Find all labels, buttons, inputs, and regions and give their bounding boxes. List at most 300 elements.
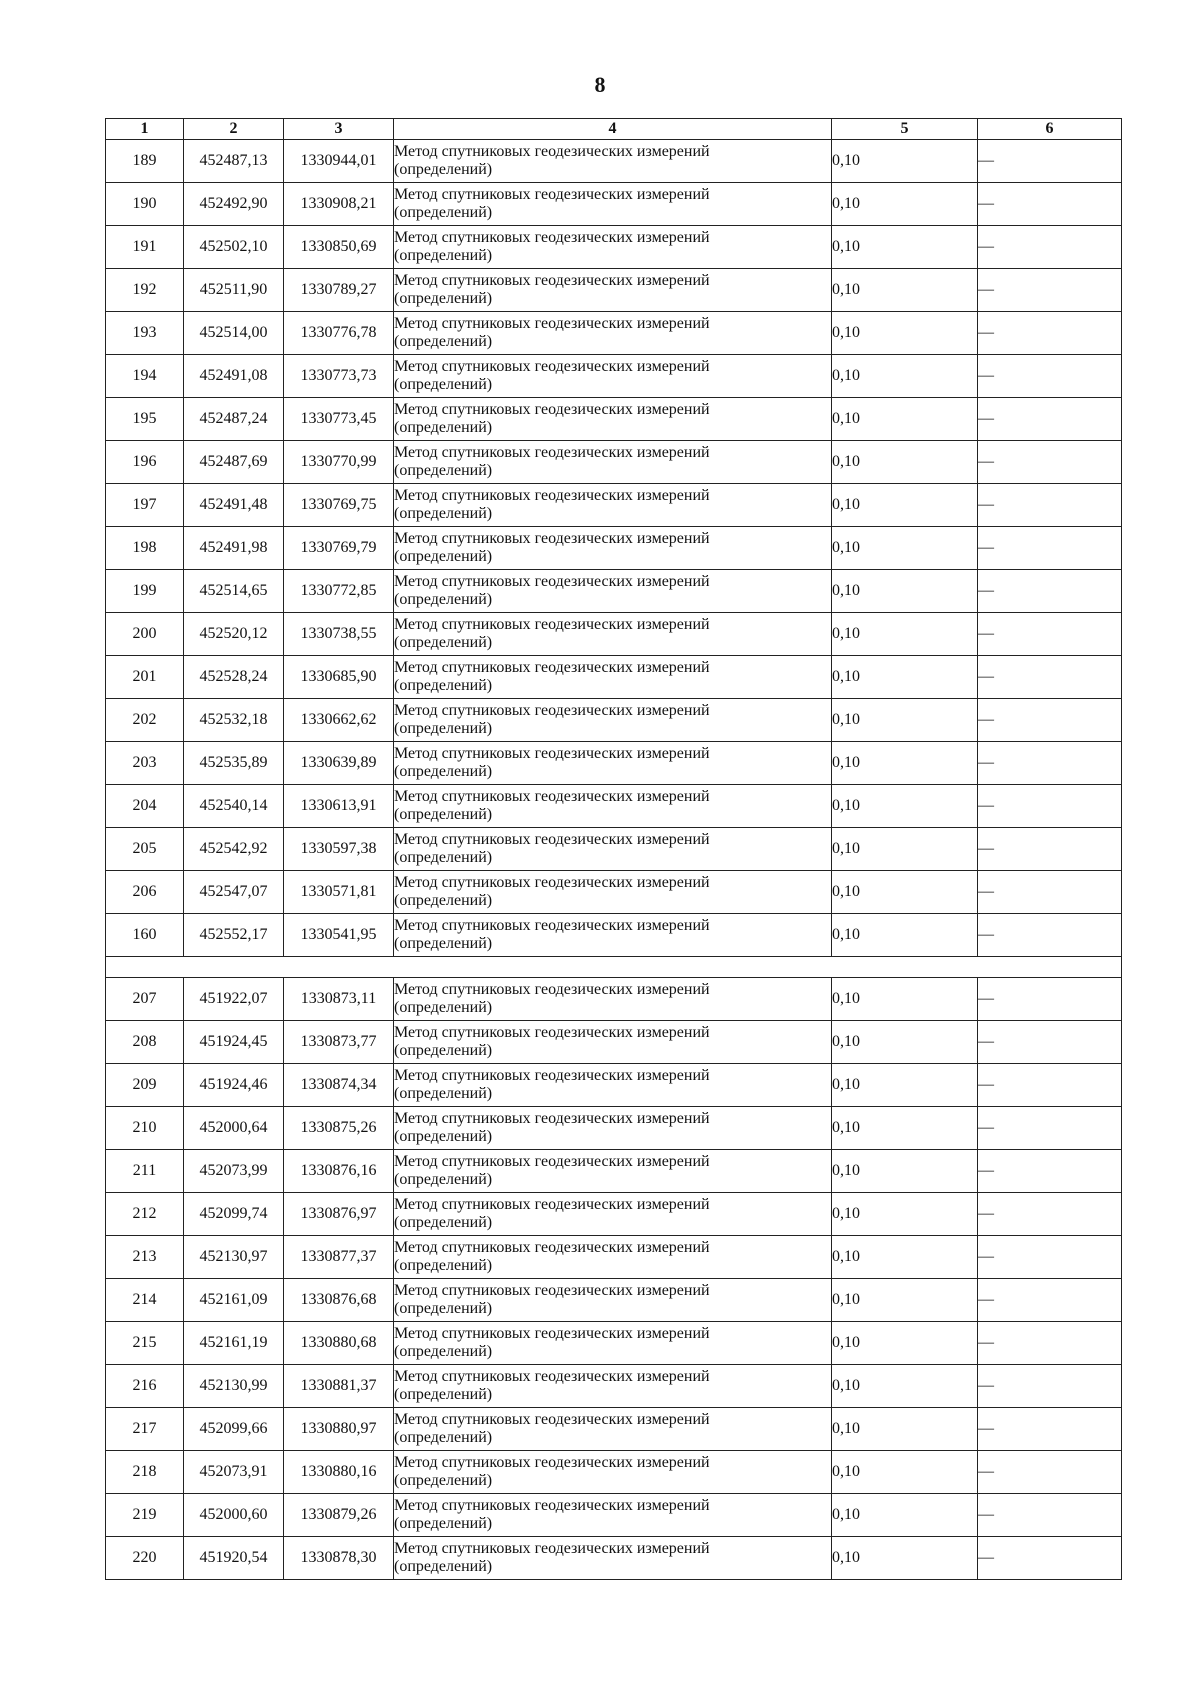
note-cell: — (978, 1408, 1122, 1451)
point-number-cell: 219 (106, 1494, 184, 1537)
table-row (106, 978, 1122, 1021)
accuracy-cell: 0,10 (832, 398, 978, 441)
point-number-cell: 202 (106, 699, 184, 742)
note-cell: — (978, 978, 1122, 1021)
point-number-cell: 192 (106, 269, 184, 312)
x-coordinate-cell: 452535,89 (184, 742, 284, 785)
y-coordinate-cell: 1330541,95 (284, 914, 394, 957)
x-coordinate-cell: 452540,14 (184, 785, 284, 828)
x-coordinate-cell: 452520,12 (184, 613, 284, 656)
accuracy-cell: 0,10 (832, 1408, 978, 1451)
y-coordinate-cell: 1330878,30 (284, 1537, 394, 1580)
group-separator-row (106, 957, 1122, 978)
method-cell (394, 1537, 832, 1580)
method-cell (394, 1365, 832, 1408)
note-cell: — (978, 656, 1122, 699)
method-line-2: (определений) (394, 204, 493, 221)
table-row (106, 1107, 1122, 1150)
method-line-2: (определений) (394, 1472, 493, 1489)
table-row (106, 1365, 1122, 1408)
x-coordinate-cell: 452502,10 (184, 226, 284, 269)
table-row (106, 355, 1122, 398)
note-cell: — (978, 441, 1122, 484)
table-row (106, 828, 1122, 871)
note-cell: — (978, 1193, 1122, 1236)
y-coordinate-cell: 1330880,16 (284, 1451, 394, 1494)
y-coordinate-cell: 1330776,78 (284, 312, 394, 355)
table-row (106, 441, 1122, 484)
method-line-1: Метод спутниковых геодезических измерений (394, 1368, 710, 1385)
note-cell: — (978, 1107, 1122, 1150)
y-coordinate-cell: 1330877,37 (284, 1236, 394, 1279)
method-line-2: (определений) (394, 1128, 493, 1145)
table-row (106, 527, 1122, 570)
method-line-1: Метод спутниковых геодезических измерений (394, 1325, 710, 1342)
table-body (106, 140, 1122, 1580)
x-coordinate-cell: 452547,07 (184, 871, 284, 914)
method-cell (394, 269, 832, 312)
x-coordinate-cell: 452099,74 (184, 1193, 284, 1236)
accuracy-cell: 0,10 (832, 1107, 978, 1150)
method-cell (394, 871, 832, 914)
accuracy-cell: 0,10 (832, 441, 978, 484)
method-cell (394, 570, 832, 613)
method-cell (394, 1408, 832, 1451)
method-line-2: (определений) (394, 1429, 493, 1446)
method-line-2: (определений) (394, 892, 493, 909)
y-coordinate-cell: 1330769,79 (284, 527, 394, 570)
accuracy-cell: 0,10 (832, 1150, 978, 1193)
point-number-cell: 218 (106, 1451, 184, 1494)
x-coordinate-cell: 452099,66 (184, 1408, 284, 1451)
accuracy-cell: 0,10 (832, 355, 978, 398)
method-cell (394, 699, 832, 742)
table-row (106, 1150, 1122, 1193)
point-number-cell: 211 (106, 1150, 184, 1193)
method-line-1: Метод спутниковых геодезических измерений (394, 1239, 710, 1256)
note-cell: — (978, 613, 1122, 656)
table-row (106, 398, 1122, 441)
column-header-3: 3 (284, 119, 394, 140)
accuracy-cell: 0,10 (832, 1279, 978, 1322)
table-row (106, 699, 1122, 742)
point-number-cell: 189 (106, 140, 184, 183)
table-row (106, 570, 1122, 613)
table-row (106, 1021, 1122, 1064)
x-coordinate-cell: 452000,64 (184, 1107, 284, 1150)
y-coordinate-cell: 1330685,90 (284, 656, 394, 699)
accuracy-cell: 0,10 (832, 978, 978, 1021)
point-number-cell: 212 (106, 1193, 184, 1236)
x-coordinate-cell: 452528,24 (184, 656, 284, 699)
method-cell (394, 484, 832, 527)
point-number-cell: 210 (106, 1107, 184, 1150)
method-line-2: (определений) (394, 462, 493, 479)
method-line-1: Метод спутниковых геодезических измерений (394, 1196, 710, 1213)
method-cell (394, 978, 832, 1021)
x-coordinate-cell: 452552,17 (184, 914, 284, 957)
method-cell (394, 785, 832, 828)
note-cell: — (978, 1494, 1122, 1537)
table-row (106, 785, 1122, 828)
table-row (106, 914, 1122, 957)
method-cell (394, 1064, 832, 1107)
x-coordinate-cell: 452514,65 (184, 570, 284, 613)
y-coordinate-cell: 1330773,45 (284, 398, 394, 441)
method-cell (394, 1451, 832, 1494)
method-line-2: (определений) (394, 849, 493, 866)
table-row (106, 613, 1122, 656)
y-coordinate-cell: 1330639,89 (284, 742, 394, 785)
table-row (106, 1408, 1122, 1451)
y-coordinate-cell: 1330769,75 (284, 484, 394, 527)
y-coordinate-cell: 1330770,99 (284, 441, 394, 484)
point-number-cell: 160 (106, 914, 184, 957)
method-line-2: (определений) (394, 720, 493, 737)
point-number-cell: 203 (106, 742, 184, 785)
accuracy-cell: 0,10 (832, 1193, 978, 1236)
accuracy-cell: 0,10 (832, 742, 978, 785)
method-line-1: Метод спутниковых геодезических измерений (394, 315, 710, 332)
point-number-cell: 197 (106, 484, 184, 527)
note-cell: — (978, 140, 1122, 183)
table-row (106, 140, 1122, 183)
method-line-2: (определений) (394, 1042, 493, 1059)
x-coordinate-cell: 452130,99 (184, 1365, 284, 1408)
method-line-2: (определений) (394, 1171, 493, 1188)
table-row (106, 1322, 1122, 1365)
method-line-2: (определений) (394, 1515, 493, 1532)
note-cell: — (978, 1322, 1122, 1365)
x-coordinate-cell: 451924,45 (184, 1021, 284, 1064)
table-row (106, 1494, 1122, 1537)
accuracy-cell: 0,10 (832, 226, 978, 269)
point-number-cell: 208 (106, 1021, 184, 1064)
point-number-cell: 194 (106, 355, 184, 398)
table-row (106, 183, 1122, 226)
method-line-2: (определений) (394, 333, 493, 350)
x-coordinate-cell: 452073,91 (184, 1451, 284, 1494)
note-cell: — (978, 1150, 1122, 1193)
method-line-2: (определений) (394, 763, 493, 780)
point-number-cell: 195 (106, 398, 184, 441)
method-line-1: Метод спутниковых геодезических измерений (394, 530, 710, 547)
method-line-2: (определений) (394, 1558, 493, 1575)
method-line-1: Метод спутниковых геодезических измерений (394, 573, 710, 590)
y-coordinate-cell: 1330881,37 (284, 1365, 394, 1408)
x-coordinate-cell: 451924,46 (184, 1064, 284, 1107)
x-coordinate-cell: 452511,90 (184, 269, 284, 312)
table-row (106, 226, 1122, 269)
point-number-cell: 196 (106, 441, 184, 484)
note-cell: — (978, 1064, 1122, 1107)
y-coordinate-cell: 1330876,16 (284, 1150, 394, 1193)
accuracy-cell: 0,10 (832, 1494, 978, 1537)
y-coordinate-cell: 1330738,55 (284, 613, 394, 656)
method-line-1: Метод спутниковых геодезических измерений (394, 143, 710, 160)
method-line-1: Метод спутниковых геодезических измерений (394, 1110, 710, 1127)
method-cell (394, 140, 832, 183)
method-cell (394, 441, 832, 484)
group-separator-cell (106, 957, 1122, 978)
accuracy-cell: 0,10 (832, 699, 978, 742)
method-cell (394, 656, 832, 699)
table-row (106, 1279, 1122, 1322)
accuracy-cell: 0,10 (832, 871, 978, 914)
x-coordinate-cell: 452000,60 (184, 1494, 284, 1537)
point-number-cell: 220 (106, 1537, 184, 1580)
note-cell: — (978, 828, 1122, 871)
method-line-1: Метод спутниковых геодезических измерений (394, 1282, 710, 1299)
point-number-cell: 209 (106, 1064, 184, 1107)
x-coordinate-cell: 452073,99 (184, 1150, 284, 1193)
note-cell: — (978, 355, 1122, 398)
table-row (106, 1064, 1122, 1107)
note-cell: — (978, 1365, 1122, 1408)
y-coordinate-cell: 1330571,81 (284, 871, 394, 914)
table-row (106, 1236, 1122, 1279)
table-row (106, 871, 1122, 914)
method-line-2: (определений) (394, 419, 493, 436)
y-coordinate-cell: 1330662,62 (284, 699, 394, 742)
page-number: 8 (594, 72, 606, 97)
method-cell (394, 613, 832, 656)
y-coordinate-cell: 1330597,38 (284, 828, 394, 871)
accuracy-cell: 0,10 (832, 312, 978, 355)
accuracy-cell: 0,10 (832, 1021, 978, 1064)
y-coordinate-cell: 1330789,27 (284, 269, 394, 312)
y-coordinate-cell: 1330879,26 (284, 1494, 394, 1537)
accuracy-cell: 0,10 (832, 656, 978, 699)
method-cell (394, 1150, 832, 1193)
method-cell (394, 355, 832, 398)
method-line-1: Метод спутниковых геодезических измерений (394, 788, 710, 805)
method-line-2: (определений) (394, 505, 493, 522)
method-line-1: Метод спутниковых геодезических измерений (394, 186, 710, 203)
x-coordinate-cell: 452492,90 (184, 183, 284, 226)
point-number-cell: 216 (106, 1365, 184, 1408)
point-number-cell: 206 (106, 871, 184, 914)
method-line-1: Метод спутниковых геодезических измерений (394, 981, 710, 998)
accuracy-cell: 0,10 (832, 914, 978, 957)
method-line-1: Метод спутниковых геодезических измерений (394, 1540, 710, 1557)
method-line-2: (определений) (394, 935, 493, 952)
method-line-2: (определений) (394, 247, 493, 264)
x-coordinate-cell: 452532,18 (184, 699, 284, 742)
table-row (106, 1451, 1122, 1494)
accuracy-cell: 0,10 (832, 140, 978, 183)
method-cell (394, 1279, 832, 1322)
column-header-1: 1 (106, 119, 184, 140)
x-coordinate-cell: 452542,92 (184, 828, 284, 871)
method-line-1: Метод спутниковых геодезических измерений (394, 1067, 710, 1084)
note-cell: — (978, 484, 1122, 527)
note-cell: — (978, 1236, 1122, 1279)
method-line-2: (определений) (394, 591, 493, 608)
method-cell (394, 1494, 832, 1537)
note-cell: — (978, 742, 1122, 785)
accuracy-cell: 0,10 (832, 1236, 978, 1279)
note-cell: — (978, 312, 1122, 355)
x-coordinate-cell: 452130,97 (184, 1236, 284, 1279)
note-cell: — (978, 1021, 1122, 1064)
y-coordinate-cell: 1330876,68 (284, 1279, 394, 1322)
column-header-5: 5 (832, 119, 978, 140)
accuracy-cell: 0,10 (832, 527, 978, 570)
method-line-2: (определений) (394, 1300, 493, 1317)
method-line-2: (определений) (394, 1085, 493, 1102)
method-cell (394, 1107, 832, 1150)
point-number-cell: 215 (106, 1322, 184, 1365)
method-line-1: Метод спутниковых геодезических измерений (394, 1497, 710, 1514)
accuracy-cell: 0,10 (832, 1451, 978, 1494)
method-line-1: Метод спутниковых геодезических измерений (394, 616, 710, 633)
y-coordinate-cell: 1330874,34 (284, 1064, 394, 1107)
accuracy-cell: 0,10 (832, 613, 978, 656)
x-coordinate-cell: 452491,48 (184, 484, 284, 527)
x-coordinate-cell: 452491,98 (184, 527, 284, 570)
method-cell (394, 183, 832, 226)
note-cell: — (978, 1451, 1122, 1494)
method-line-2: (определений) (394, 1343, 493, 1360)
point-number-cell: 190 (106, 183, 184, 226)
y-coordinate-cell: 1330850,69 (284, 226, 394, 269)
x-coordinate-cell: 452487,13 (184, 140, 284, 183)
x-coordinate-cell: 452514,00 (184, 312, 284, 355)
table-row (106, 1537, 1122, 1580)
y-coordinate-cell: 1330772,85 (284, 570, 394, 613)
accuracy-cell: 0,10 (832, 570, 978, 613)
method-line-2: (определений) (394, 290, 493, 307)
note-cell: — (978, 527, 1122, 570)
method-line-1: Метод спутниковых геодезических измерений (394, 874, 710, 891)
method-line-1: Метод спутниковых геодезических измерений (394, 1153, 710, 1170)
method-cell (394, 1322, 832, 1365)
y-coordinate-cell: 1330875,26 (284, 1107, 394, 1150)
x-coordinate-cell: 452487,24 (184, 398, 284, 441)
accuracy-cell: 0,10 (832, 1322, 978, 1365)
note-cell: — (978, 871, 1122, 914)
y-coordinate-cell: 1330880,68 (284, 1322, 394, 1365)
x-coordinate-cell: 451922,07 (184, 978, 284, 1021)
method-line-2: (определений) (394, 999, 493, 1016)
y-coordinate-cell: 1330876,97 (284, 1193, 394, 1236)
y-coordinate-cell: 1330908,21 (284, 183, 394, 226)
note-cell: — (978, 269, 1122, 312)
method-line-1: Метод спутниковых геодезических измерений (394, 401, 710, 418)
method-cell (394, 312, 832, 355)
table-row (106, 484, 1122, 527)
note-cell: — (978, 398, 1122, 441)
table-header-row (106, 119, 1122, 140)
method-line-1: Метод спутниковых геодезических измерений (394, 702, 710, 719)
method-line-2: (определений) (394, 376, 493, 393)
table-row (106, 1193, 1122, 1236)
column-header-4: 4 (394, 119, 832, 140)
method-line-1: Метод спутниковых геодезических измерений (394, 745, 710, 762)
accuracy-cell: 0,10 (832, 1064, 978, 1107)
y-coordinate-cell: 1330873,77 (284, 1021, 394, 1064)
y-coordinate-cell: 1330613,91 (284, 785, 394, 828)
table-row (106, 269, 1122, 312)
method-line-1: Метод спутниковых геодезических измерений (394, 444, 710, 461)
method-cell (394, 226, 832, 269)
accuracy-cell: 0,10 (832, 269, 978, 312)
point-number-cell: 204 (106, 785, 184, 828)
point-number-cell: 191 (106, 226, 184, 269)
accuracy-cell: 0,10 (832, 1365, 978, 1408)
method-line-2: (определений) (394, 161, 493, 178)
y-coordinate-cell: 1330880,97 (284, 1408, 394, 1451)
note-cell: — (978, 1537, 1122, 1580)
method-line-1: Метод спутниковых геодезических измерений (394, 272, 710, 289)
point-number-cell: 201 (106, 656, 184, 699)
note-cell: — (978, 699, 1122, 742)
point-number-cell: 205 (106, 828, 184, 871)
method-cell (394, 527, 832, 570)
method-line-1: Метод спутниковых геодезических измерений (394, 659, 710, 676)
point-number-cell: 199 (106, 570, 184, 613)
point-number-cell: 207 (106, 978, 184, 1021)
method-line-1: Метод спутниковых геодезических измерений (394, 229, 710, 246)
note-cell: — (978, 570, 1122, 613)
method-line-1: Метод спутниковых геодезических измерений (394, 917, 710, 934)
point-number-cell: 200 (106, 613, 184, 656)
point-number-cell: 198 (106, 527, 184, 570)
x-coordinate-cell: 452491,08 (184, 355, 284, 398)
method-cell (394, 1021, 832, 1064)
method-cell (394, 742, 832, 785)
column-header-6: 6 (978, 119, 1122, 140)
method-line-1: Метод спутниковых геодезических измерений (394, 1024, 710, 1041)
method-line-1: Метод спутниковых геодезических измерений (394, 487, 710, 504)
accuracy-cell: 0,10 (832, 785, 978, 828)
accuracy-cell: 0,10 (832, 828, 978, 871)
note-cell: — (978, 1279, 1122, 1322)
method-line-2: (определений) (394, 634, 493, 651)
coordinates-table (105, 118, 1122, 1580)
method-line-1: Метод спутниковых геодезических измерений (394, 1454, 710, 1471)
note-cell: — (978, 183, 1122, 226)
column-header-2: 2 (184, 119, 284, 140)
method-cell (394, 1193, 832, 1236)
method-cell (394, 1236, 832, 1279)
x-coordinate-cell: 452161,09 (184, 1279, 284, 1322)
table-row (106, 312, 1122, 355)
method-line-2: (определений) (394, 1386, 493, 1403)
y-coordinate-cell: 1330773,73 (284, 355, 394, 398)
method-cell (394, 828, 832, 871)
x-coordinate-cell: 452161,19 (184, 1322, 284, 1365)
table-row (106, 742, 1122, 785)
note-cell: — (978, 785, 1122, 828)
method-line-2: (определений) (394, 677, 493, 694)
note-cell: — (978, 914, 1122, 957)
note-cell: — (978, 226, 1122, 269)
method-cell (394, 914, 832, 957)
x-coordinate-cell: 451920,54 (184, 1537, 284, 1580)
point-number-cell: 214 (106, 1279, 184, 1322)
method-line-2: (определений) (394, 1257, 493, 1274)
y-coordinate-cell: 1330944,01 (284, 140, 394, 183)
method-line-2: (определений) (394, 548, 493, 565)
accuracy-cell: 0,10 (832, 1537, 978, 1580)
accuracy-cell: 0,10 (832, 484, 978, 527)
method-line-1: Метод спутниковых геодезических измерений (394, 1411, 710, 1428)
method-line-2: (определений) (394, 806, 493, 823)
y-coordinate-cell: 1330873,11 (284, 978, 394, 1021)
method-cell (394, 398, 832, 441)
